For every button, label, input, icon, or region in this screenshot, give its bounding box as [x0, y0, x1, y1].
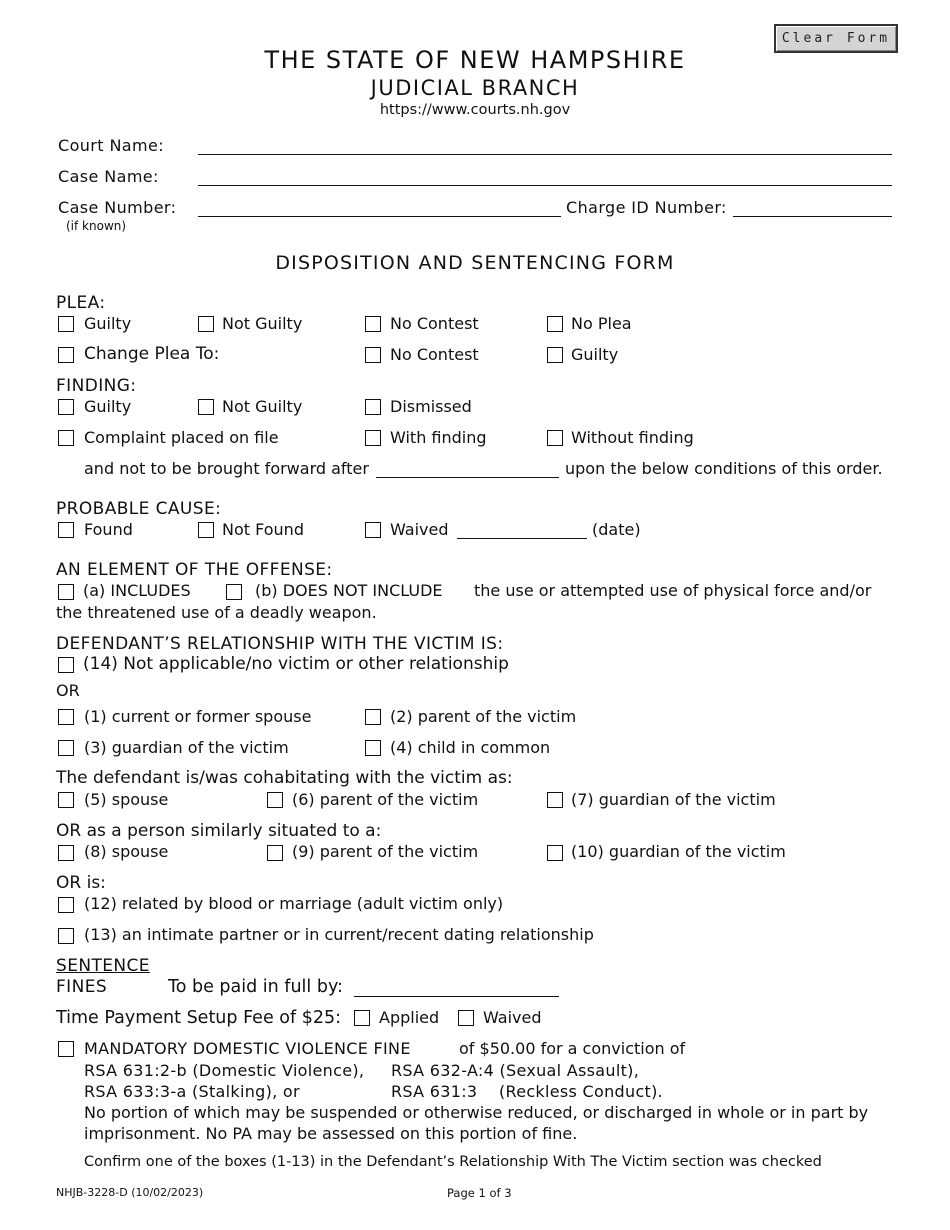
without-finding-checkbox[interactable]: [547, 430, 563, 446]
finding-not-guilty-label: Not Guilty: [222, 397, 303, 416]
rel-or-1: OR: [56, 681, 80, 700]
dv-fine-checkbox[interactable]: [58, 1041, 74, 1057]
rsa-reckless-conduct: RSA 631:3 (Reckless Conduct).: [391, 1082, 664, 1101]
if-known-note: (if known): [66, 219, 127, 233]
plea-no-contest-label: No Contest: [390, 314, 479, 333]
case-number-label: Case Number:: [58, 198, 177, 217]
pc-waived-checkbox[interactable]: [365, 522, 381, 538]
sentence-heading: SENTENCE: [56, 956, 150, 976]
rel-1-label: (1) current or former spouse: [84, 707, 312, 726]
form-title: DISPOSITION AND SENTENCING FORM: [275, 252, 675, 274]
rel-9-label: (9) parent of the victim: [292, 842, 479, 861]
probable-cause-heading: PROBABLE CAUSE:: [56, 499, 222, 519]
rsa-sexual-assault: RSA 632-A:4 (Sexual Assault),: [391, 1061, 640, 1080]
change-plea-checkbox[interactable]: [58, 347, 74, 363]
finding-guilty-label: Guilty: [84, 397, 132, 416]
paid-by-date-field[interactable]: [354, 996, 559, 997]
dv-fine-caps: MANDATORY DOMESTIC VIOLENCE FINE: [84, 1039, 411, 1058]
rel-9-checkbox[interactable]: [267, 845, 283, 861]
case-name-label: Case Name:: [58, 167, 159, 186]
rel-13-checkbox[interactable]: [58, 928, 74, 944]
element-not-include-checkbox[interactable]: [226, 584, 242, 600]
rel-8-checkbox[interactable]: [58, 845, 74, 861]
rsa-domestic-violence: RSA 631:2-b (Domestic Violence),: [84, 1061, 365, 1080]
rsa-stalking: RSA 633:3-a (Stalking), or: [84, 1082, 300, 1101]
no-portion-line2: imprisonment. No PA may be assessed on this portion of fine.: [84, 1124, 578, 1143]
rel-8-label: (8) spouse: [84, 842, 169, 861]
fee-applied-label: Applied: [379, 1008, 440, 1027]
upon-conditions-text: upon the below conditions of this order.: [565, 459, 883, 478]
fines-heading: FINES: [56, 977, 108, 997]
plea-guilty-checkbox[interactable]: [58, 316, 74, 332]
rel-4-label: (4) child in common: [390, 738, 551, 757]
change-guilty-label: Guilty: [571, 345, 619, 364]
with-finding-checkbox[interactable]: [365, 430, 381, 446]
similar-heading: OR as a person similarly situated to a:: [56, 821, 382, 841]
plea-guilty-label: Guilty: [84, 314, 132, 333]
element-includes-checkbox[interactable]: [58, 584, 74, 600]
cohabit-heading: The defendant is/was cohabitating with the victim as:: [56, 768, 513, 788]
branch-title: JUDICIAL BRANCH: [370, 76, 580, 100]
charge-id-field[interactable]: [733, 216, 892, 217]
rel-12-checkbox[interactable]: [58, 897, 74, 913]
pc-not-found-label: Not Found: [222, 520, 304, 539]
rel-3-checkbox[interactable]: [58, 740, 74, 756]
pc-found-checkbox[interactable]: [58, 522, 74, 538]
rel-10-label: (10) guardian of the victim: [571, 842, 786, 861]
rel-7-label: (7) guardian of the victim: [571, 790, 776, 809]
rel-10-checkbox[interactable]: [547, 845, 563, 861]
case-number-field[interactable]: [198, 216, 561, 217]
element-heading: AN ELEMENT OF THE OFFENSE:: [56, 560, 333, 580]
element-rest-line1: the use or attempted use of physical force and/or: [474, 581, 872, 600]
plea-heading: PLEA:: [56, 293, 106, 313]
brought-forward-date-field[interactable]: [376, 477, 559, 478]
charge-id-label: Charge ID Number:: [566, 198, 727, 217]
change-no-contest-label: No Contest: [390, 345, 479, 364]
element-not-include-label: (b) DOES NOT INCLUDE: [255, 581, 443, 600]
rel-6-checkbox[interactable]: [267, 792, 283, 808]
rel-7-checkbox[interactable]: [547, 792, 563, 808]
element-line2: the threatened use of a deadly weapon.: [56, 603, 377, 622]
plea-not-guilty-label: Not Guilty: [222, 314, 303, 333]
no-portion-line1: No portion of which may be suspended or otherwise reduced, or discharged in whole or in part by: [84, 1103, 869, 1122]
pc-date-suffix: (date): [592, 520, 641, 539]
rel-6-label: (6) parent of the victim: [292, 790, 479, 809]
change-plea-label: Change Plea To:: [84, 344, 220, 364]
or-is-heading: OR is:: [56, 873, 106, 893]
plea-no-plea-label: No Plea: [571, 314, 632, 333]
without-finding-label: Without finding: [571, 428, 694, 447]
finding-heading: FINDING:: [56, 376, 137, 396]
case-name-field[interactable]: [198, 185, 892, 186]
fee-waived-checkbox[interactable]: [458, 1010, 474, 1026]
pc-waived-label: Waived: [390, 520, 449, 539]
rel-14-label: (14) Not applicable/no victim or other relationship: [83, 654, 509, 674]
state-title: THE STATE OF NEW HAMPSHIRE: [264, 46, 686, 74]
element-includes-label: (a) INCLUDES: [83, 581, 191, 600]
finding-guilty-checkbox[interactable]: [58, 399, 74, 415]
court-name-label: Court Name:: [58, 136, 165, 155]
courts-url: https://www.courts.nh.gov: [379, 102, 571, 118]
complaint-on-file-checkbox[interactable]: [58, 430, 74, 446]
plea-no-plea-checkbox[interactable]: [547, 316, 563, 332]
fee-waived-label: Waived: [483, 1008, 542, 1027]
change-no-contest-checkbox[interactable]: [365, 347, 381, 363]
rel-5-label: (5) spouse: [84, 790, 169, 809]
rel-14-checkbox[interactable]: [58, 657, 74, 673]
relationship-heading: DEFENDANT’S RELATIONSHIP WITH THE VICTIM IS:: [56, 634, 504, 654]
dv-fine-rest: of $50.00 for a conviction of: [459, 1039, 686, 1058]
paid-by-label: To be paid in full by:: [168, 977, 343, 997]
rel-2-label: (2) parent of the victim: [390, 707, 577, 726]
rel-5-checkbox[interactable]: [58, 792, 74, 808]
not-brought-forward-text: and not to be brought forward after: [84, 459, 369, 478]
page-number: Page 1 of 3: [447, 1186, 512, 1200]
rel-1-checkbox[interactable]: [58, 709, 74, 725]
court-name-field[interactable]: [198, 154, 892, 155]
change-guilty-checkbox[interactable]: [547, 347, 563, 363]
with-finding-label: With finding: [390, 428, 487, 447]
finding-dismissed-label: Dismissed: [390, 397, 472, 416]
pc-found-label: Found: [84, 520, 133, 539]
rel-12-label: (12) related by blood or marriage (adult victim only): [84, 894, 504, 913]
finding-not-guilty-checkbox[interactable]: [198, 399, 214, 415]
form-id: NHJB-3228-D (10/02/2023): [56, 1186, 204, 1199]
rel-2-checkbox[interactable]: [365, 709, 381, 725]
finding-dismissed-checkbox[interactable]: [365, 399, 381, 415]
time-fee-label: Time Payment Setup Fee of $25:: [56, 1008, 341, 1028]
confirm-note: Confirm one of the boxes (1-13) in the Defendant’s Relationship With The Victim section was checked: [84, 1154, 822, 1170]
fee-applied-checkbox[interactable]: [354, 1010, 370, 1026]
pc-waived-date-field[interactable]: [457, 538, 587, 539]
rel-3-label: (3) guardian of the victim: [84, 738, 289, 757]
clear-form-button[interactable]: Clear Form: [774, 24, 898, 53]
plea-not-guilty-checkbox[interactable]: [198, 316, 214, 332]
complaint-on-file-label: Complaint placed on file: [84, 428, 279, 447]
plea-no-contest-checkbox[interactable]: [365, 316, 381, 332]
rel-4-checkbox[interactable]: [365, 740, 381, 756]
rel-13-label: (13) an intimate partner or in current/recent dating relationship: [84, 925, 594, 944]
pc-not-found-checkbox[interactable]: [198, 522, 214, 538]
